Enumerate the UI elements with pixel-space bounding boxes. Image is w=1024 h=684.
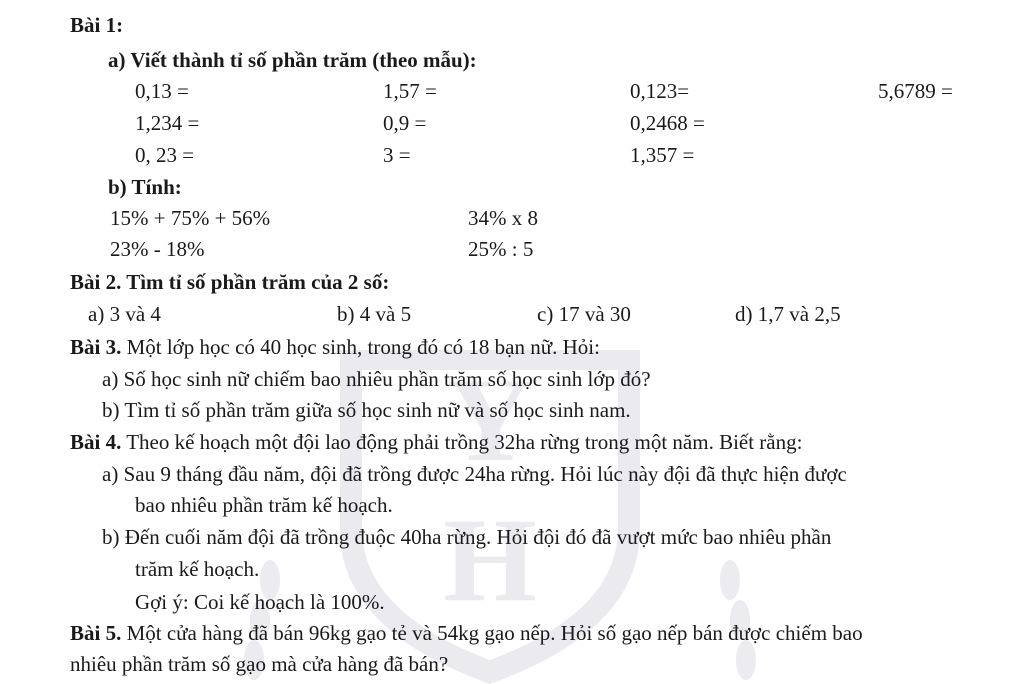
bai4-b-line2: trăm kế hoạch. bbox=[135, 557, 260, 581]
bai1-b-title: b) Tính: bbox=[108, 175, 182, 199]
bai5-text: Một cửa hàng đã bán 96kg gạo tẻ và 54kg gạo nếp. Hỏi số gạo nếp bán được chiếm bao bbox=[121, 621, 863, 645]
bai4-b-line1: b) Đến cuối năm đội đã trồng đuộc 40ha rừng. Hỏi đội đó đã vượt mức bao nhiêu phần bbox=[102, 525, 832, 549]
svg-text:Y: Y bbox=[446, 353, 534, 486]
bai5-label: Bài 5. bbox=[70, 621, 122, 645]
bai3-question bbox=[70, 334, 600, 360]
bai5-question-line2: nhiêu phần trăm số gạo mà cửa hàng đã bán? bbox=[70, 652, 449, 676]
bai3-b: b) Tìm tỉ số phần trăm giữa số học sinh nữ và số học sinh nam. bbox=[102, 398, 631, 422]
bai1-a-title: a) Viết thành tỉ số phần trăm (theo mẫu): bbox=[108, 48, 477, 72]
bai1-calc-3: 23% - 18% bbox=[110, 237, 205, 261]
bai3-text: Một lớp học có 40 học sinh, trong đó có 18 bạn nữ. Hỏi: bbox=[121, 335, 600, 359]
svg-text:H: H bbox=[443, 493, 537, 626]
bai1-r1-c1: 0,13 = bbox=[135, 79, 189, 103]
bai1-calc-4: 25% : 5 bbox=[468, 237, 534, 261]
bai4-a-line1: a) Sau 9 tháng đầu năm, đội đã trồng được 24ha rừng. Hỏi lúc này đội đã thực hiện được bbox=[102, 462, 847, 486]
bai1-r3-c3: 1,357 = bbox=[630, 143, 695, 167]
bai4-question bbox=[70, 429, 802, 455]
bai1-r3-c2: 3 = bbox=[383, 143, 411, 167]
bai4-hint: Gợi ý: Coi kế hoạch là 100%. bbox=[135, 590, 385, 614]
bai3-a: a) Số học sinh nữ chiếm bao nhiêu phần trăm số học sinh lớp đó? bbox=[102, 367, 651, 391]
bai1-title: Bài 1: bbox=[70, 13, 124, 37]
bai1-calc-1: 15% + 75% + 56% bbox=[110, 206, 271, 230]
bai2-title: Bài 2. Tìm tỉ số phần trăm của 2 số: bbox=[70, 270, 390, 294]
bai3-label: Bài 3. bbox=[70, 335, 122, 359]
bai2-item-c: c) 17 và 30 bbox=[537, 302, 631, 326]
bai4-label: Bài 4. bbox=[70, 430, 122, 454]
bai4-text: Theo kế hoạch một đội lao động phải trồng 32ha rừng trong một năm. Biết rằng: bbox=[121, 430, 803, 454]
bai1-r2-c2: 0,9 = bbox=[383, 111, 427, 135]
bai1-r1-c2: 1,57 = bbox=[383, 79, 437, 103]
bai4-a-line2: bao nhiêu phần trăm kế hoạch. bbox=[135, 493, 393, 517]
bai1-r1-c4: 5,6789 = bbox=[878, 79, 953, 103]
bai2-item-b: b) 4 và 5 bbox=[337, 302, 412, 326]
bai2-item-a: a) 3 và 4 bbox=[88, 302, 161, 326]
bai5-question bbox=[70, 620, 863, 646]
bai1-r1-c3: 0,123= bbox=[630, 79, 690, 103]
bai1-r3-c1: 0, 23 = bbox=[135, 143, 195, 167]
bai2-item-d: d) 1,7 và 2,5 bbox=[735, 302, 841, 326]
bai1-r2-c1: 1,234 = bbox=[135, 111, 200, 135]
bai1-calc-2: 34% x 8 bbox=[468, 206, 538, 230]
bai1-r2-c3: 0,2468 = bbox=[630, 111, 705, 135]
